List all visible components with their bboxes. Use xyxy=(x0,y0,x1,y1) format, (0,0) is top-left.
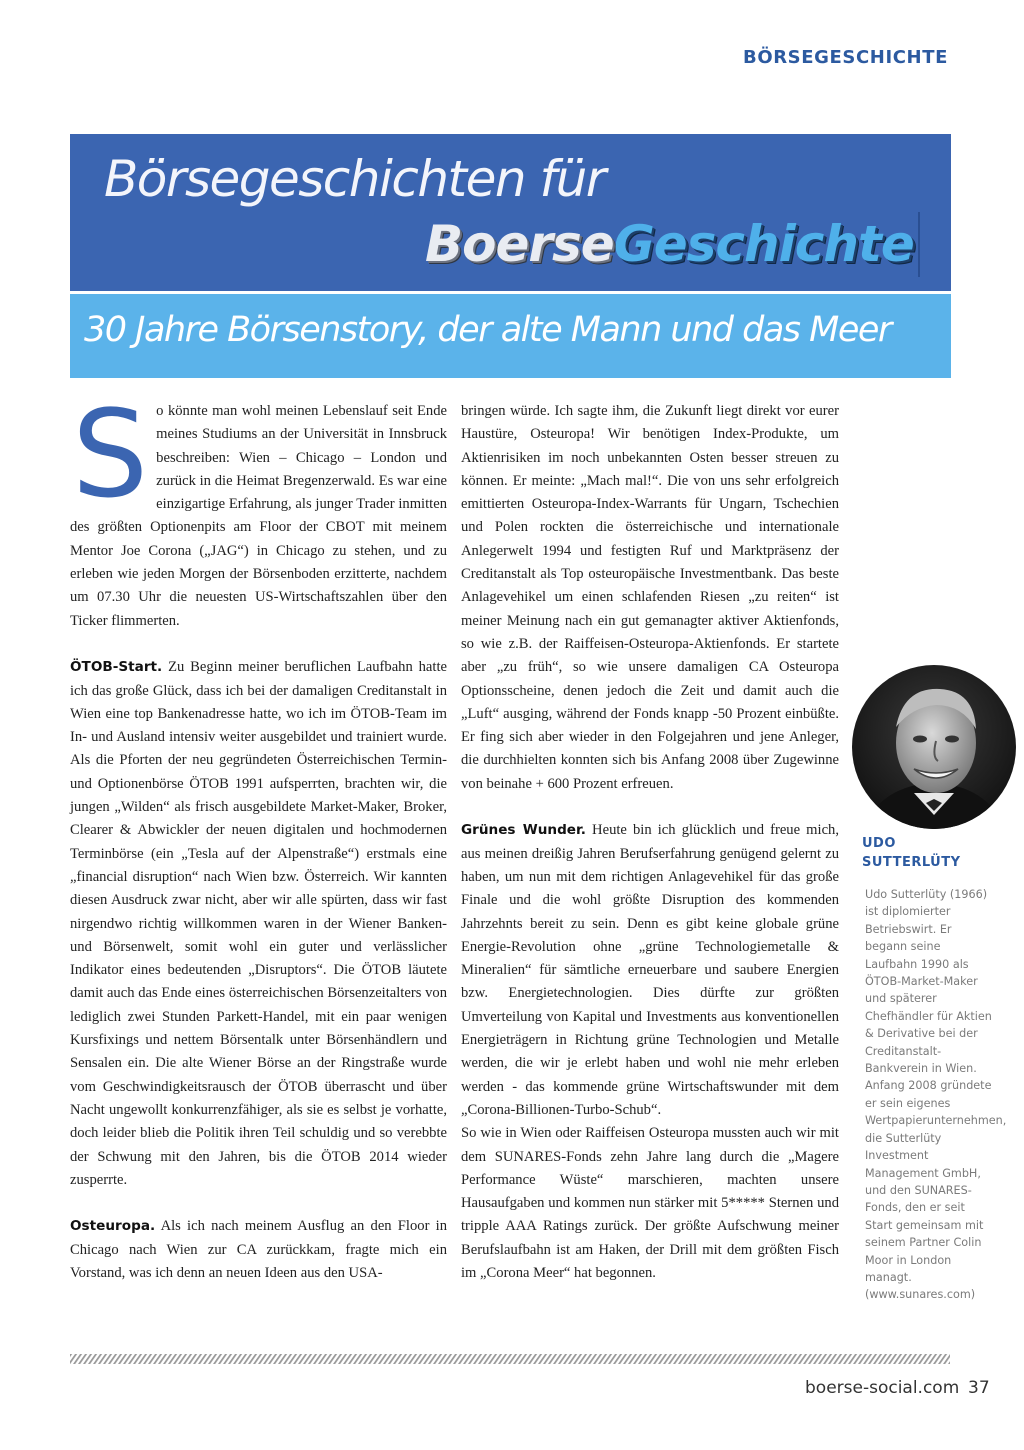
article-subtitle: 30 Jahre Börsenstory, der alte Mann und das Meer xyxy=(84,310,891,350)
author-photo xyxy=(852,665,1016,829)
closing-paragraph: So wie in Wien oder Raiffeisen Osteuropa mussten auch wir mit dem SUNARES-Fonds zehn Jahre lang durch die „Magere Performance Wüste“ marschieren, machten unsere Hausaufgaben und kommen nun stärker mit 5***** Sternen und tripple AAA Ratings zurück. Der größte Aufschwung meiner Berufslaufbahn ist am Haken, der Drill mit dem größten Fisch im „Corona Meer“ hat begonnen. xyxy=(461,1125,839,1281)
footer-website: boerse-social.com xyxy=(805,1378,960,1398)
author-bio: Udo Sutterlüty (1966) ist diplomierter Betriebswirt. Er begann seine Laufbahn 1990 als ÖTOB-Market-Maker und späterer Chefhändler für Aktien & Derivative bei der Creditanstalt-Bankverein in Wien. Anfang 2008 gründete er sein eigenes Wertpapierunternehmen, die Sutterlüty Investment Management GmbH, und den SUNARES-Fonds, den er seit Start gemeinsam mit seinem Partner Colin Moor in London managt. (www.sunares.com) xyxy=(865,888,1007,1302)
article-column-2 xyxy=(461,400,839,1285)
intro-paragraph: So könnte man wohl meinen Lebenslauf seit Ende meines Studiums an der Universität in Innsbruck beschreiben: Wien – Chicago – London und zurück in die Heimat Bregenzerwald. Es war eine einzigartige Erfahrung, als junger Trader inmitten des größten Optionenpits am Floor der CBOT mit meinem Mentor Joe Corona („JAG“) in Chicago zu stehen, und zu erleben wie jeden Morgen der Börsenboden erzitterte, nachdem um 07.30 Uhr die neuesten US-Wirtschaftszahlen über den Ticker flimmerten. xyxy=(70,386,447,629)
osteuropa-part1: Als ich nach meinem Ausflug an den Floor in Chicago nach Wien zur CA zurückkam, fragte mich ein Vorstand, was ich denn an neuen Ideen aus den USA- xyxy=(70,1218,447,1281)
page-number: 37 xyxy=(968,1378,990,1398)
logo-divider xyxy=(918,212,920,277)
section-osteuropa xyxy=(70,1215,447,1285)
boerse-geschichte-logo: BoerseGeschichte xyxy=(425,215,914,273)
footer-stripe-rule xyxy=(70,1354,950,1364)
section-heading: Osteuropa. xyxy=(70,1218,156,1235)
section-gruenes-wunder: Grünes Wunder. Heute bin ich glücklich und freue mich, aus meinen dreißig Jahren Berufserfahrung genügend gelernt zu haben, um nun mit dem richtigen Anlagevehikel für das große Finale und die wohl größte Disruption des kommenden Jahrzehnts bereit zu sein. Denn es gibt keine globale grüne Energie-Revolution ohne „grüne Technologiemetalle & Mineralien“ für sämtliche erneuerbare und saubere Energien bzw. Energietechnologien. Dies dürfte zur größten Umverteilung von Kapital und Investments aus konventionellen Energieträgern in Richtung grüne Technologien und Metalle werden, die wir je erlebt haben und wohl nie mehr erleben werden - das kommende grüne Wirtschaftswunder mit dem „Corona-Billionen-Turbo-Schub“. xyxy=(461,822,839,1118)
header-title: Börsegeschichten für xyxy=(104,150,605,208)
author-name: UDO SUTTERLÜTY xyxy=(862,836,961,870)
dropcap: S xyxy=(72,386,149,525)
section-heading: Grünes Wunder. xyxy=(461,822,586,839)
section-heading: ÖTOB-Start. xyxy=(70,659,163,676)
osteuropa-part2: bringen würde. Ich sagte ihm, die Zukunft liegt direkt vor eurer Haustüre, Osteuropa! Wir benötigen Index-Produkte, um Aktienrisiken im noch unbekannten Osten besser streuen zu können. Er meinte: „Mach mal!“. Die von uns sehr erfolgreich emittierten Osteuropa-Index-Warrants für Ungarn, Tschechien und Polen rockten die österreichische und internationale Anlegerwelt 1994 und festigten Ruf und Marktpräsenz der Creditanstalt als Top osteuropäische Investmentbank. Das beste Anlagevehikel um einen schlafenden Riesen „zu reiten“ ist meiner Meinung nach ein gut gemanagter aktiver Aktienfonds, so wie z.B. der Raiffeisen-Osteuropa-Aktienfonds. Er startete aber „zu früh“, so wie unsere damaligen CA Osteuropa Optionsscheine, denen jedoch die Zeit und damit auch die „Luft“ ausging, während der Fonds knapp -50 Prozent einbüßte. Er fing sich aber wieder in den Folgejahren und jene Anleger, die durchhielten konnten sich bis Anfang 2008 über Zugewinne von beinahe + 600 Prozent erfreuen. xyxy=(461,403,839,792)
section-label: BÖRSEGESCHICHTE xyxy=(743,47,948,68)
article-column-1 xyxy=(70,386,447,1285)
section-oetob: ÖTOB-Start. Zu Beginn meiner beruflichen Laufbahn hatte ich das große Glück, dass ich bei der damaligen Creditanstalt in Wien eine top Bankenadresse hatte, wo ich im ÖTOB-Team im In- und Ausland intensiv weiter ausgebildet und trainiert wurde. Als die Pforten der neu gegründeten Österreichischen Termin- und Optionenbörse ÖTOB 1991 aufsperrten, brachten wir, die jungen „Wilden“ als frisch ausgebildete Market-Maker, Broker, Clearer & Abwickler der neuen digitalen und hochmodernen Terminbörse (ein „Tesla auf der Alpenstraße“) erstmals eine „financial disruption“ nach Wien bzw. Österreich. Wir kannten diesen Ausdruck zwar nicht, aber wir alle spürten, dass wir fast nirgendwo richtig willkommen waren in der Wiener Banken- und Börsenwelt, somit wohl ein guter und verlässlicher Indikator eines bedeutenden „Disruptors“. Die ÖTOB läutete damit auch das Ende eines österreichischen Börsenzeitalters von lediglich zwei Stunden Parkett-Handel, mit ein paar wenigen Kursfixings und nettem Börsentalk unter Börsenhändlern und Sensalen ein. Die alte Wiener Börse an der Ringstraße wurde vom Geschwindigkeitsrausch der ÖTOB überrascht und über Nacht ungewollt konkurrenzfähiger, als sie es selbst je vorhatte, doch leider blieb die Politik ihren Teil schuldig und so verebbte der Schwung mit den Jahren, bis die ÖTOB 2014 wieder zusperrte. xyxy=(70,659,447,1188)
osteuropa-continued xyxy=(461,400,839,796)
